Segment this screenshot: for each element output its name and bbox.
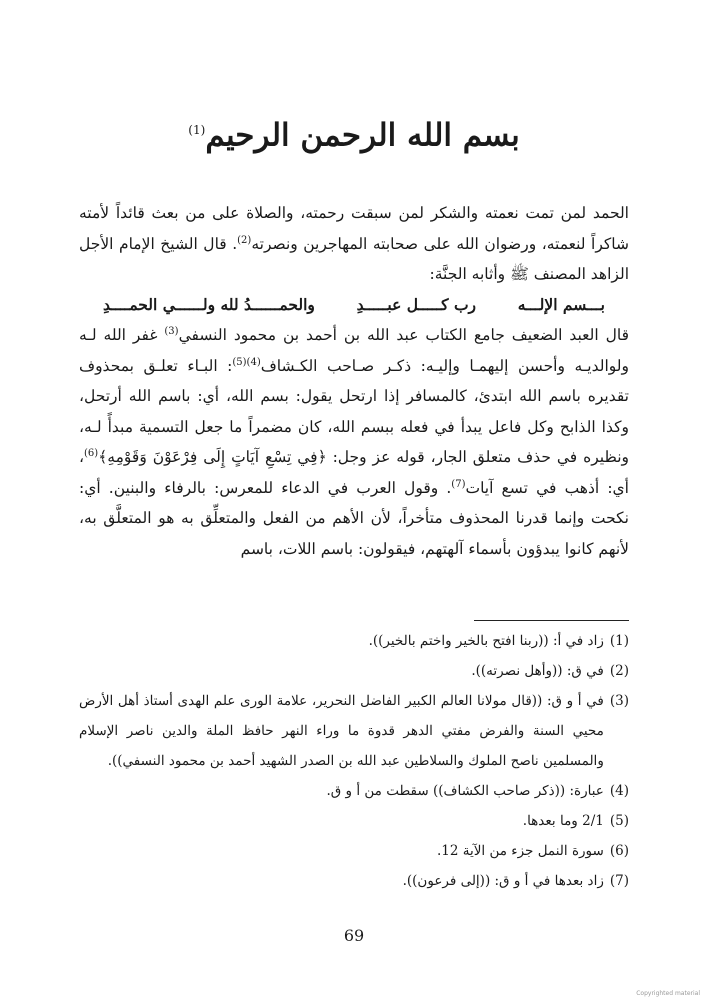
paragraph-1 [79, 198, 629, 290]
basmala-part-3: والحمــــــدُ لله ولــــــي الحمــــدِ [103, 294, 315, 314]
main-text [79, 198, 629, 564]
footnote-item [79, 656, 629, 686]
footnote-number: (5) [609, 813, 629, 829]
footnote-ref-4-5: (4)(5) [232, 356, 261, 368]
footnote-item [79, 626, 629, 656]
basmala-part-1: بـــسم الإلـــه [517, 294, 605, 314]
paragraph-2-text-c: : البـاء تعلـق بمحذوف تقديره باسم الله ابتدئ، كالمسافر إذا ارتحل يقول: بسم الله، أي: باسم الله أرتحل، وكذا الذابح وكل فاعل يبدأ في فعله ببسم الله، كان مضمراً ما جعل التسمية مبدأً لـه، ونظيره في حذف متعلق الجار، قوله عز وجل: ﴿فِي تِسْعِ آيَاتٍ إِلَى فِرْعَوْنَ وَقَوْمِهِ﴾ [79, 356, 629, 466]
paragraph-2-text-d: ، أي: أذهب في تسع آيات [79, 448, 629, 497]
footnote-text: في أ و ق: ((قال مولانا العالم الكبير الفاضل النحرير، علامة الورى علم الهدى أستاذ أهل الأرض محيي السنة والفرض مفتي الدهر قدوة ما وراء النهر حافظ الملة والدين ناصر الإسلام والمسلمين ناصح الملوك والسلاطين عبد الله بن الصدر الشهيد أحمد بن محمود النسفي)). [79, 693, 604, 769]
basmala-part-2: رب كـــــل عبـــــدِ [356, 294, 477, 314]
footnote-number: (7) [609, 873, 629, 889]
footnote-number: (4) [609, 783, 629, 799]
title-footnote-ref: (1) [188, 123, 206, 137]
paragraph-1-text-a: الحمد لمن تمت نعمته والشكر لمن سبقت رحمته، والصلاة على من بعث قائداً لأمته شاكراً لنعمته، ورضوان الله على صحابته المهاجرين ونصرته [79, 204, 629, 253]
footnote-text: عبارة: ((ذكر صاحب الكشاف)) سقطت من أ و ق. [326, 783, 604, 799]
footnote-ref-7: (7) [451, 478, 466, 490]
footnote-ref-3: (3) [164, 325, 179, 337]
page-number: 69 [343, 926, 365, 945]
paragraph-2-text-b: غفر الله لـه ولوالديـه وأحسن إليهمـا وإليـه: ذكـر صـاحب الكـشاف [79, 326, 629, 375]
page-title [0, 108, 708, 157]
footnote-number: (1) [609, 633, 629, 649]
footnote-text: 2/1 وما بعدها. [522, 813, 604, 829]
basmala-verse [79, 290, 629, 321]
footnote-text: سورة النمل جزء من الآية 12. [436, 843, 604, 859]
footnote-text: زاد في أ: ((ربنا افتح بالخير واختم بالخير)). [368, 633, 604, 649]
footnote-item [79, 686, 629, 776]
paragraph-2-text-a: قال العبد الضعيف جامع الكتاب عبد الله بن أحمد بن محمود النسفي [178, 326, 630, 344]
footnote-item [79, 866, 629, 896]
paragraph-1-text-b: . قال الشيخ الإمام الأجل الزاهد المصنف ﷺ وأثابه الجنَّة: [79, 234, 629, 283]
footnote-item [79, 776, 629, 806]
footnote-number: (3) [609, 693, 629, 709]
paragraph-2 [79, 320, 629, 564]
paragraph-2-text-e: . وقول العرب في الدعاء للمعرس: بالرفاء والبنين. أي: نكحت وإنما قدرنا المحذوف متأخراً، لأن الأهم من الفعل والمتعلِّق به هو المتعلَّق به، لأنهم كانوا يبدؤون بأسماء آلهتهم، فيقولون: باسم اللات، باسم [79, 478, 629, 558]
footnote-item [79, 836, 629, 866]
footnote-number: (6) [609, 843, 629, 859]
footnote-number: (2) [609, 663, 629, 679]
footnote-divider [474, 620, 629, 621]
footnote-ref-2: (2) [237, 234, 252, 246]
copyright-notice: Copyrighted material [636, 990, 700, 997]
footnote-text: زاد بعدها في أ و ق: ((إلى فرعون)). [402, 873, 604, 889]
title-text: بسم الله الرحمن الرحيم [205, 117, 520, 154]
footnote-text: في ق: ((وأهل نصرته)). [471, 663, 604, 679]
footnote-item [79, 806, 629, 836]
footnotes [79, 626, 629, 896]
footnote-ref-6: (6) [84, 447, 99, 459]
